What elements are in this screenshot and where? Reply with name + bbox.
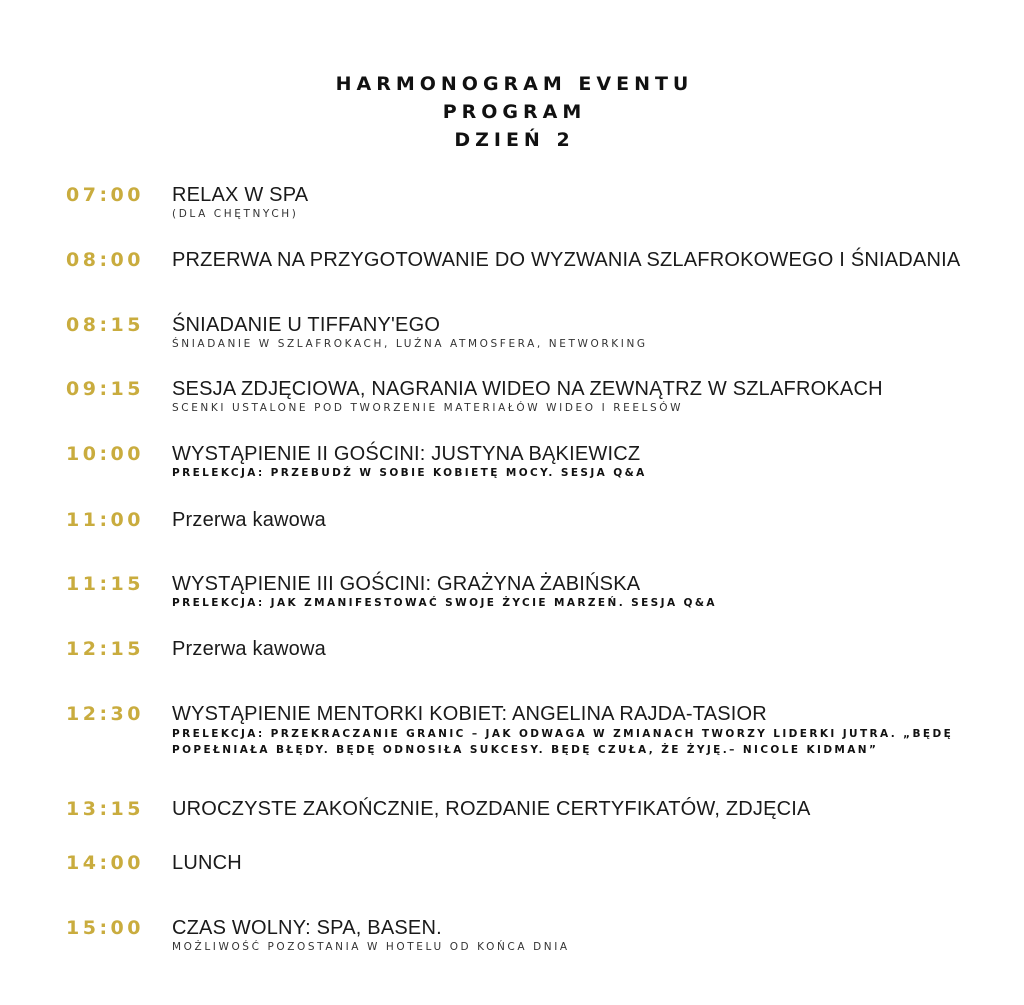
header-title: HARMONOGRAM EVENTU bbox=[335, 73, 694, 95]
item-title: Przerwa kawowa bbox=[172, 638, 326, 660]
item-title: WYSTĄPIENIE MENTORKI KOBIET: ANGELINA RAJDA-TASIOR bbox=[172, 703, 767, 725]
time-label: 09:15 bbox=[66, 378, 144, 400]
item-subtitle: SCENKI USTALONE POD TWORZENIE MATERIAŁÓW WIDEO I REELSÓW bbox=[172, 402, 684, 414]
item-title: UROCZYSTE ZAKOŃCZNIE, ROZDANIE CERTYFIKATÓW, ZDJĘCIA bbox=[172, 798, 811, 820]
item-title: RELAX W SPA bbox=[172, 184, 309, 206]
time-label: 12:15 bbox=[66, 638, 144, 660]
time-label: 11:15 bbox=[66, 573, 144, 595]
time-label: 08:00 bbox=[66, 249, 144, 271]
time-label: 07:00 bbox=[66, 184, 144, 206]
item-title: CZAS WOLNY: SPA, BASEN. bbox=[172, 917, 442, 939]
item-title: ŚNIADANIE U TIFFANY'EGO bbox=[172, 314, 441, 336]
time-label: 14:00 bbox=[66, 852, 144, 874]
schedule-header bbox=[0, 70, 1024, 154]
item-subtitle: (DLA CHĘTNYCH) bbox=[172, 208, 299, 220]
item-title: SESJA ZDJĘCIOWA, NAGRANIA WIDEO NA ZEWNĄTRZ W SZLAFROKACH bbox=[172, 378, 883, 400]
header-day: DZIEŃ 2 bbox=[454, 129, 575, 151]
item-title: Przerwa kawowa bbox=[172, 509, 326, 531]
time-label: 15:00 bbox=[66, 917, 144, 939]
item-subtitle: PRELEKCJA: JAK ZMANIFESTOWAĆ SWOJE ŻYCIE MARZEŃ. SESJA Q&A bbox=[172, 597, 717, 609]
item-title: PRZERWA NA PRZYGOTOWANIE DO WYZWANIA SZLAFROKOWEGO I ŚNIADANIA bbox=[172, 249, 961, 271]
item-subtitle: MOŻLIWOŚĆ POZOSTANIA W HOTELU OD KOŃCA DNIA bbox=[172, 941, 570, 953]
item-title: LUNCH bbox=[172, 852, 242, 874]
item-subtitle: PRELEKCJA: PRZEKRACZANIE GRANIC – JAK ODWAGA W ZMIANACH TWORZY LIDERKI JUTRA. „BĘDĘ POPEŁNIAŁA BŁĘDY. BĘDĘ ODNOSIŁA SUKCESY. BĘDĘ CZUŁA, ŻE ŻYJĘ.– NICOLE KIDMAN” bbox=[172, 728, 954, 756]
item-title: WYSTĄPIENIE III GOŚCINI: GRAŻYNA ŻABIŃSKA bbox=[172, 573, 641, 595]
time-label: 11:00 bbox=[66, 509, 144, 531]
time-label: 13:15 bbox=[66, 798, 144, 820]
time-label: 08:15 bbox=[66, 314, 144, 336]
item-title: WYSTĄPIENIE II GOŚCINI: JUSTYNA BĄKIEWICZ bbox=[172, 443, 641, 465]
item-subtitle: PRELEKCJA: PRZEBUDŹ W SOBIE KOBIETĘ MOCY. SESJA Q&A bbox=[172, 467, 647, 479]
item-subtitle: ŚNIADANIE W SZLAFROKACH, LUŹNA ATMOSFERA, NETWORKING bbox=[172, 338, 648, 350]
time-label: 12:30 bbox=[66, 703, 144, 725]
time-label: 10:00 bbox=[66, 443, 144, 465]
header-program: PROGRAM bbox=[442, 101, 587, 123]
